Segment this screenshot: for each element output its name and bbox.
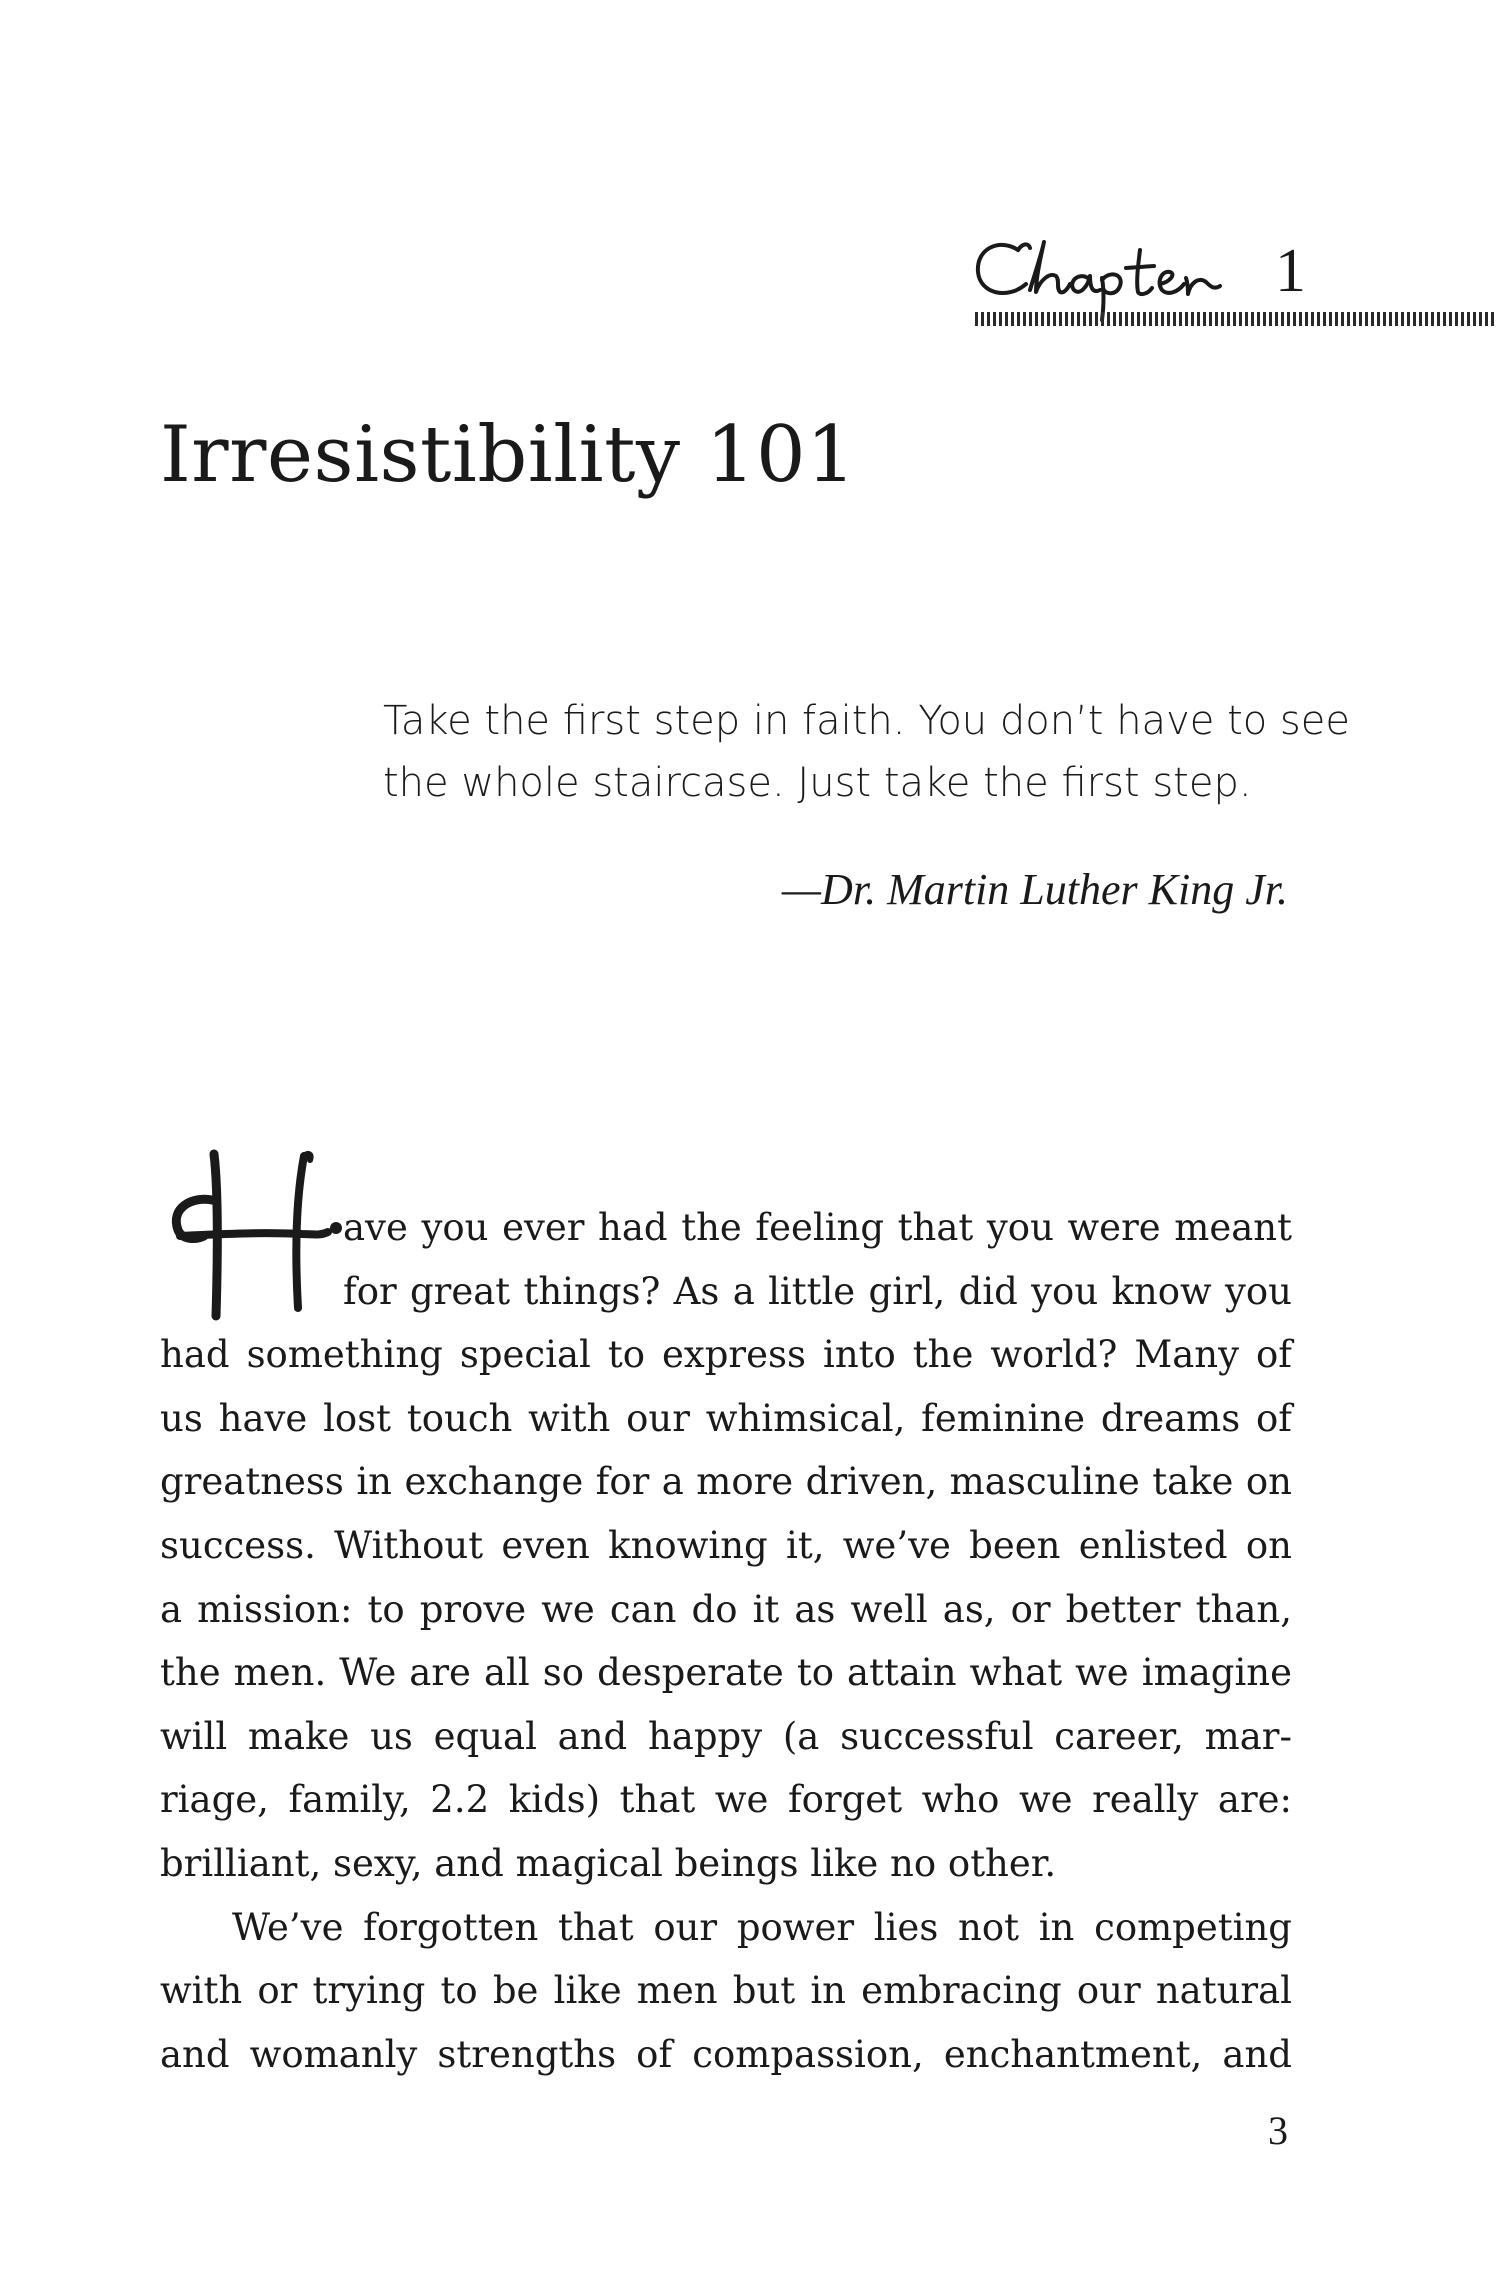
body-line: We’ve forgotten that our power lies not in competing xyxy=(232,1905,1292,1949)
body-line: brilliant, sexy, and magical beings like no other. xyxy=(160,1841,1057,1885)
body-line: with or trying to be like men but in embracing our natural xyxy=(160,1969,1292,2013)
body-line: ave you ever had the feeling that you were meant xyxy=(343,1206,1292,1249)
epigraph-line: Take the first step in faith. You don’t have to see xyxy=(383,698,1350,744)
body-line: had something special to express into the world? Many of xyxy=(160,1333,1292,1377)
body-line: a mission: to prove we can do it as well as, or better than, xyxy=(160,1587,1292,1631)
chapter-divider-rule xyxy=(975,312,1495,326)
body-line: riage, family, 2.2 kids) that we forget who we really are: xyxy=(160,1778,1292,1822)
body-line: success. Without even knowing it, we’ve been enlisted on xyxy=(160,1523,1292,1567)
epigraph-line: the whole staircase. Just take the first step. xyxy=(383,760,1252,806)
body-line: will make us equal and happy (a successful career, mar- xyxy=(160,1714,1292,1758)
body-line: and womanly strengths of compassion, enchantment, and xyxy=(160,2032,1292,2076)
body-line: us have lost touch with our whimsical, feminine dreams of xyxy=(160,1396,1292,1440)
body-line: for great things? As a little girl, did you know you xyxy=(343,1269,1292,1313)
chapter-number: 1 xyxy=(1275,237,1306,305)
chapter-title: Irresistibility 101 xyxy=(160,410,857,500)
page-number: 3 xyxy=(1268,2108,1288,2153)
body-line: the men. We are all so desperate to attain what we imagine xyxy=(160,1651,1292,1695)
epigraph-attribution: —Dr. Martin Luther King Jr. xyxy=(781,865,1288,914)
epigraph-quote xyxy=(383,690,1350,814)
body-paragraph-1 xyxy=(160,1196,1292,2086)
body-line: greatness in exchange for a more driven, masculine take on xyxy=(160,1460,1292,1504)
